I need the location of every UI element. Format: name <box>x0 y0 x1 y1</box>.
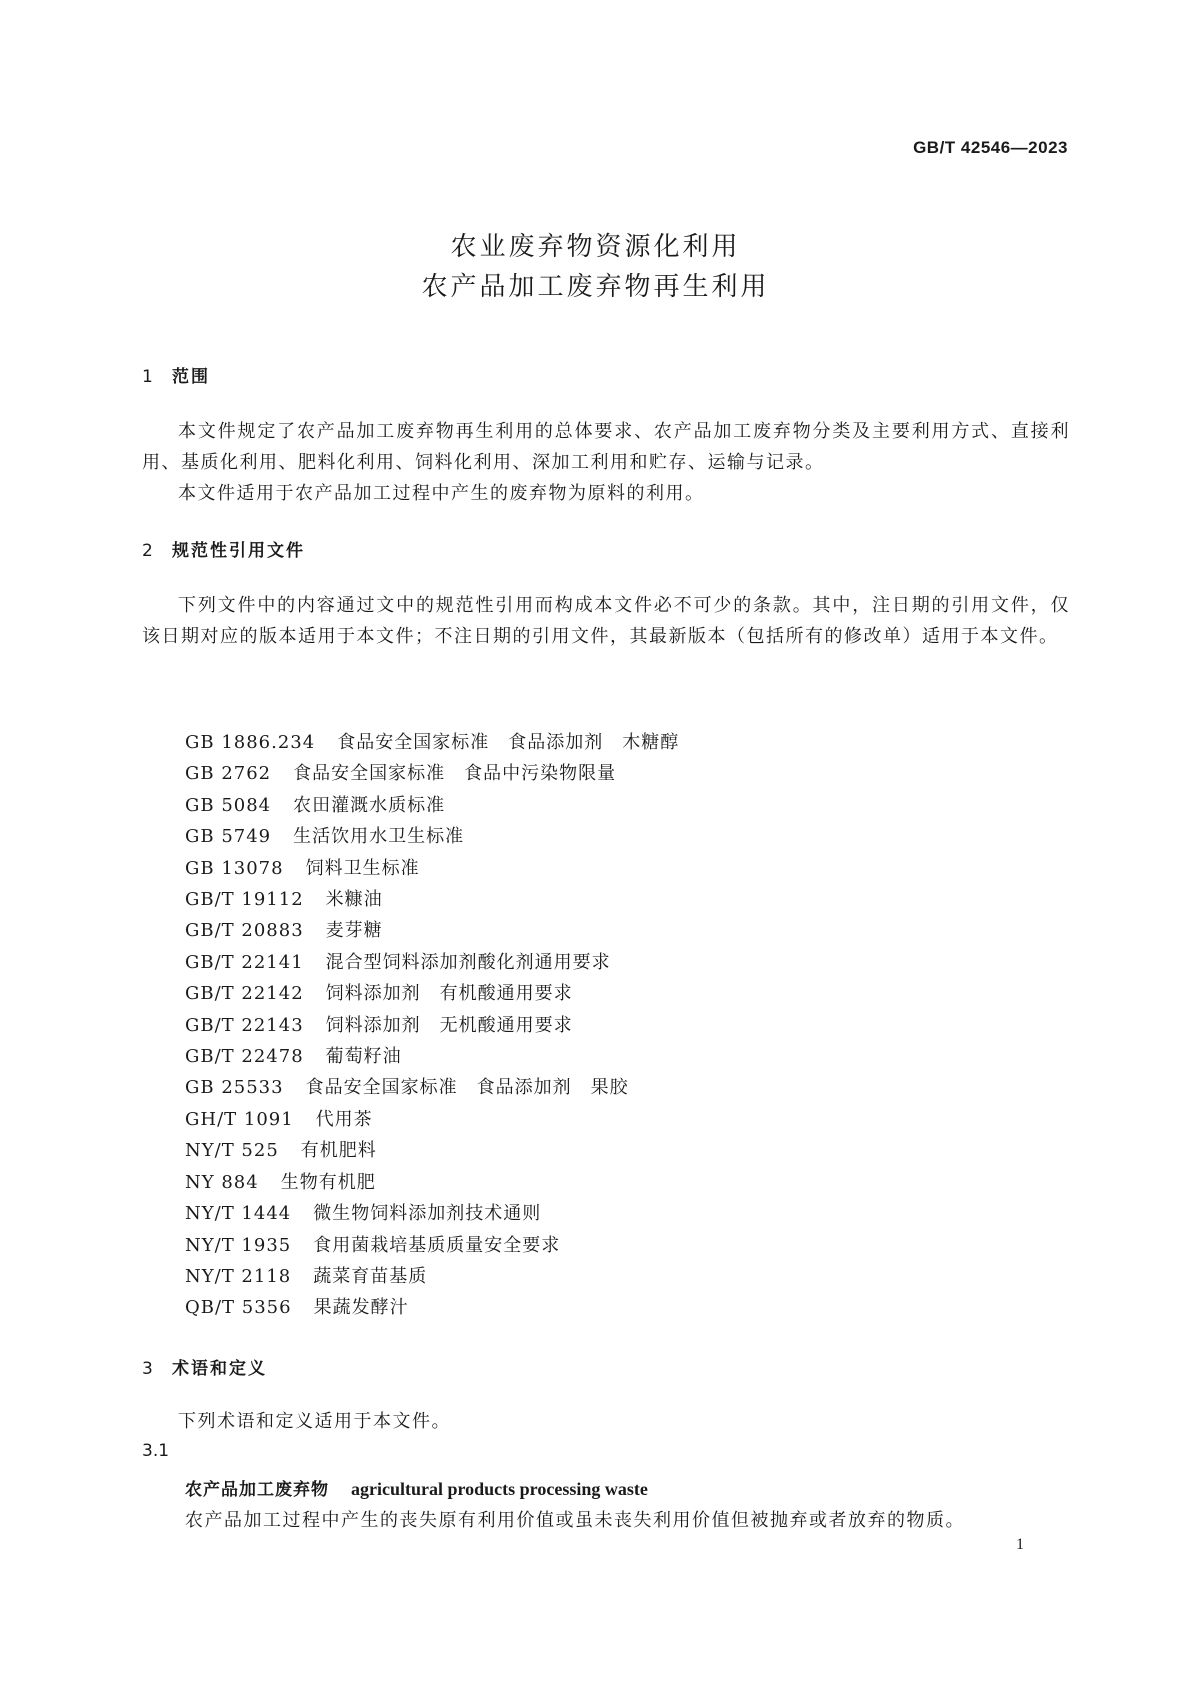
normative-reference-list <box>185 727 679 1324</box>
section-3-heading <box>142 1354 267 1379</box>
reference-code: GB 2762 <box>185 763 272 785</box>
reference-code: GB 1886.234 <box>185 732 316 753</box>
reference-title: 饲料添加剂 无机酸通用要求 <box>325 1014 573 1036</box>
reference-title: 农田灌溉水质标准 <box>293 794 446 816</box>
reference-code: GB/T 22478 <box>185 1046 304 1068</box>
reference-item <box>185 978 679 1009</box>
reference-title: 食品安全国家标准 食品添加剂 果胶 <box>305 1077 629 1099</box>
term-definition: 农产品加工过程中产生的丧失原有利用价值或虽未丧失利用价值但被抛弃或者放弃的物质。 <box>185 1510 965 1531</box>
reference-code: QB/T 5356 <box>185 1297 292 1319</box>
reference-code: NY/T 2118 <box>185 1265 292 1287</box>
reference-title: 有机肥料 <box>300 1140 377 1162</box>
term-number: 3.1 <box>142 1441 170 1461</box>
reference-item <box>185 1010 679 1041</box>
reference-item <box>185 947 679 978</box>
reference-code: GB/T 22143 <box>185 1014 304 1036</box>
reference-code: NY/T 1444 <box>185 1203 292 1225</box>
term-heading <box>185 1475 648 1500</box>
reference-item <box>185 1104 679 1135</box>
reference-item <box>185 727 679 758</box>
term-english: agricultural products processing waste <box>351 1479 648 1499</box>
reference-code: GB 13078 <box>185 857 284 879</box>
reference-item <box>185 1041 679 1072</box>
reference-title: 食品安全国家标准 食品添加剂 木糖醇 <box>337 732 680 753</box>
section-1-paragraph-2: 本文件适用于农产品加工过程中产生的废弃物为原料的利用。 <box>178 483 705 504</box>
reference-code: GB 5084 <box>185 794 272 816</box>
section-2-paragraph-1: 下列文件中的内容通过文中的规范性引用而构成本文件必不可少的条款。其中，注日期的引用文件，仅该日期对应的版本适用于本文件；不注日期的引用文件，其最新版本（包括所有的修改单）适用于本文件。 <box>142 595 1070 647</box>
reference-item <box>185 1292 679 1323</box>
reference-item <box>185 821 679 852</box>
reference-item <box>185 1230 679 1261</box>
reference-item <box>185 1072 679 1103</box>
reference-code: GH/T 1091 <box>185 1108 294 1130</box>
section-title: 规范性引用文件 <box>172 541 305 561</box>
section-number: 3 <box>142 1359 155 1379</box>
reference-title: 饲料卫生标准 <box>305 857 420 879</box>
section-number: 2 <box>142 541 155 561</box>
section-2-heading <box>142 536 305 561</box>
reference-item <box>185 884 679 915</box>
reference-title: 混合型饲料添加剂酸化剂通用要求 <box>325 951 611 973</box>
reference-title: 食品安全国家标准 食品中污染物限量 <box>293 763 617 785</box>
reference-item <box>185 758 679 789</box>
section-3-paragraph-1: 下列术语和定义适用于本文件。 <box>178 1411 451 1432</box>
reference-title: 生物有机肥 <box>280 1171 376 1193</box>
section-1-heading <box>142 362 210 387</box>
reference-title: 葡萄籽油 <box>325 1046 402 1068</box>
standard-number: GB/T 42546—2023 <box>913 138 1068 157</box>
document-title-line2: 农产品加工废弃物再生利用 <box>421 272 770 302</box>
section-number: 1 <box>142 367 155 387</box>
reference-item <box>185 790 679 821</box>
section-title: 范围 <box>172 367 210 387</box>
reference-item <box>185 1198 679 1229</box>
section-title: 术语和定义 <box>172 1359 267 1379</box>
reference-item <box>185 1167 679 1198</box>
reference-code: GB 5749 <box>185 826 272 848</box>
reference-item <box>185 1261 679 1292</box>
reference-code: NY/T 1935 <box>185 1234 292 1256</box>
reference-title: 饲料添加剂 有机酸通用要求 <box>325 983 573 1005</box>
reference-code: GB/T 19112 <box>185 889 304 911</box>
reference-title: 果蔬发酵汁 <box>313 1297 409 1319</box>
reference-title: 食用菌栽培基质质量安全要求 <box>313 1234 561 1256</box>
reference-code: NY 884 <box>185 1171 259 1193</box>
reference-code: GB/T 20883 <box>185 920 304 942</box>
document-title-line1: 农业废弃物资源化利用 <box>450 232 741 262</box>
reference-title: 代用茶 <box>315 1108 373 1130</box>
reference-code: NY/T 525 <box>185 1140 279 1162</box>
reference-title: 米糠油 <box>325 889 383 911</box>
reference-title: 生活饮用水卫生标准 <box>293 826 465 848</box>
section-1-paragraph-1: 本文件规定了农产品加工废弃物再生利用的总体要求、农产品加工废弃物分类及主要利用方式、直接利用、基质化利用、肥料化利用、饲料化利用、深加工利用和贮存、运输与记录。 <box>142 421 1070 473</box>
reference-item <box>185 853 679 884</box>
reference-code: GB/T 22141 <box>185 951 304 973</box>
term-chinese: 农产品加工废弃物 <box>185 1480 329 1500</box>
reference-item <box>185 915 679 946</box>
reference-code: GB 25533 <box>185 1077 284 1099</box>
reference-title: 麦芽糖 <box>325 920 383 942</box>
reference-item <box>185 1135 679 1166</box>
reference-code: GB/T 22142 <box>185 983 304 1005</box>
reference-title: 蔬菜育苗基质 <box>313 1265 428 1287</box>
page-number: 1 <box>1016 1536 1024 1553</box>
reference-title: 微生物饲料添加剂技术通则 <box>313 1203 542 1225</box>
